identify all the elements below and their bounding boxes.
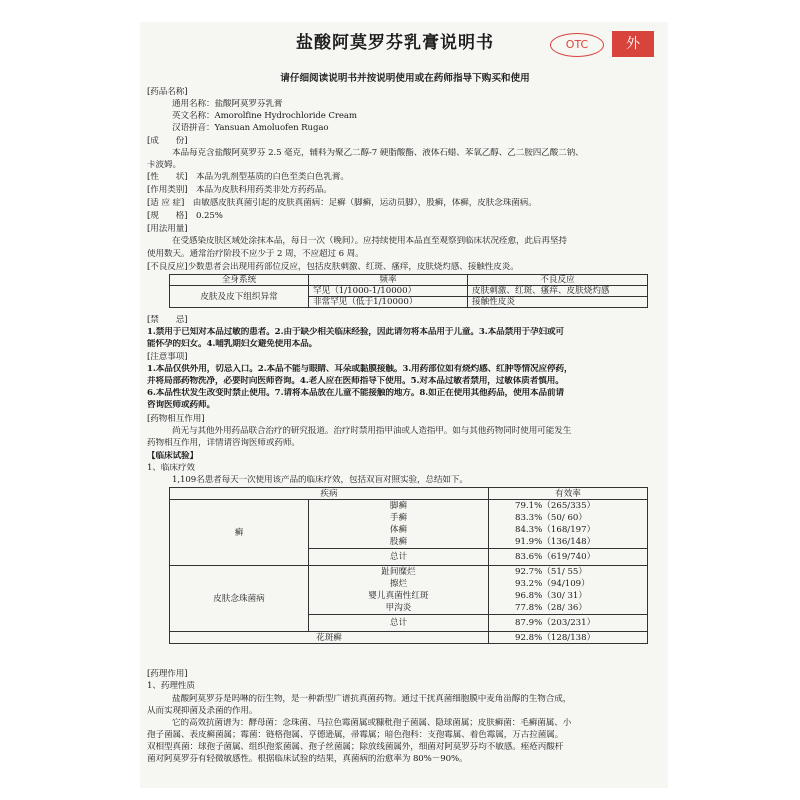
trials-intro: 1,109名患者每天一次使用该产品的临床疗效，包括双盲对照实验，总结如下。 (172, 475, 468, 485)
table-cell (309, 500, 489, 549)
disease-name: 趾间糜烂 (381, 567, 416, 577)
table-cell: 92.8%（128/138） (489, 632, 648, 644)
table-row (170, 632, 648, 644)
table-cell: 87.9%（203/231） (489, 615, 648, 632)
efficacy-rate: 92.7%（51/ 55） (515, 567, 587, 577)
usage-line: 在受感染皮肤区域处涂抹本品，每日一次（晚间）。应持续使用本品直至观察到临床状况痊愈，此后再坚持 (172, 236, 567, 246)
interactions-line: 药物相互作用，详情请咨询医师或药师。 (147, 438, 300, 448)
table-header: 全身系统 (170, 275, 309, 286)
usage-line: 使用数天。通常治疗阶段不应少于 2 周，不应超过 6 周。 (147, 249, 364, 259)
table-header: 频率 (309, 275, 468, 286)
table-row (170, 488, 648, 500)
generic-name: 通用名称：盐酸阿莫罗芬乳膏 (172, 99, 283, 109)
pharmacology-heading: [药理作用] (147, 669, 188, 679)
contra-line: 能怀孕的妇女。4.哺乳期妇女避免使用本品。 (147, 339, 318, 349)
cautions-line: 6.本品性状发生改变时禁止使用。7.请将本品放在儿童不能接触的地方。8.如正在使用其他药品，使用本品前请 (147, 388, 565, 398)
page-subtitle: 请仔细阅读说明书并按说明使用或在药师指导下购买和使用 (280, 73, 530, 84)
table-row (170, 286, 648, 297)
indications: [适 应 症] 由敏感皮肤真菌引起的皮肤真菌病：足癣（脚癣，运动员脚），股癣，体癣，皮肤念珠菌病。 (147, 198, 537, 208)
pharmacology-line: 双相型真菌：球孢子菌属、组织孢浆菌属、孢子丝菌属；除放线菌属外，细菌对阿莫罗芬均不敏感。痤疮丙酸杆 (147, 742, 564, 752)
table-cell: 癣 (170, 500, 309, 566)
trials-subheading: 1、临床疗效 (147, 463, 195, 473)
disease-name: 股癣 (389, 537, 408, 547)
trials-heading: 【临床试验】 (147, 451, 198, 461)
disease-name: 手癣 (389, 513, 408, 523)
pharmacology-line: 它的高效抗菌谱为：酵母菌：念珠菌、马拉色霉菌属或糠秕孢子菌属、隐球菌属；皮肤癣菌：毛癣菌属、小 (172, 718, 572, 728)
specification: [规 格] 0.25% (147, 211, 223, 221)
english-name: 英文名称：Amorolfine Hydrochloride Cream (172, 111, 357, 121)
ingredients-line: 本品每克含盐酸阿莫罗芬 2.5 毫克，辅料为聚乙二醇-7 硬脂酸酯、液体石蜡、苯氧乙醇、乙二胺四乙酸二钠、 (172, 148, 584, 158)
ingredients-line: 卡波姆。 (147, 160, 181, 170)
cautions-line: 1.本品仅供外用，切忌入口。2.本品不能与眼睛、耳朵或黏膜接触。3.用药部位如有烧灼感、红肿等情况应停药， (147, 364, 573, 374)
efficacy-rate: 96.8%（30/ 31） (515, 591, 587, 601)
cautions-line: 并将局部药物洗净，必要时向医师咨询。4.老人应在医师指导下使用。5.对本品过敏者禁用，过敏体质者慎用。 (147, 376, 564, 386)
table-cell: 皮肤及皮下组织异常 (170, 286, 309, 308)
otc-badge: OTC (550, 33, 604, 57)
efficacy-rate: 77.8%（28/ 36） (515, 603, 587, 613)
efficacy-rate: 79.1%（265/335） (515, 501, 596, 511)
table-cell: 皮肤刺激、红斑、瘙痒、皮肤烧灼感 (468, 286, 648, 297)
table-header: 不良反应 (468, 275, 648, 286)
table-cell: 总计 (309, 549, 489, 566)
ingredients-heading: [成 份] (147, 136, 188, 146)
table-row (170, 500, 648, 549)
table-cell: 花斑癣 (170, 632, 489, 644)
disease-name: 婴儿真菌性红斑 (368, 591, 429, 601)
table-row (170, 566, 648, 615)
table-row (170, 275, 648, 286)
disease-name: 脚癣 (389, 501, 408, 511)
pharmacology-line: 孢子菌属、表皮癣菌属；霉菌：链格孢属、亨德逊属，帚霉属；暗色孢科：支孢霉属、着色霉属，万古拉菌属。 (147, 730, 564, 740)
page-title: 盐酸阿莫罗芬乳膏说明书 (296, 33, 494, 53)
table-cell: 皮肤念珠菌病 (170, 566, 309, 632)
table-cell (489, 566, 648, 615)
contra-line: 1.禁用于已知对本品过敏的患者。2.由于缺少相关临床经验，因此请勿将本品用于儿童。3.本品禁用于孕妇或可 (147, 327, 565, 337)
table-header: 疾病 (170, 488, 489, 500)
table-cell: 非常罕见（低于1/10000） (309, 297, 468, 308)
cautions-line: 咨询医师或药师。 (147, 400, 215, 410)
pharmacology-line: 从而实现抑菌及杀菌的作用。 (147, 706, 258, 716)
disease-name: 甲沟炎 (385, 603, 412, 613)
pinyin-name: 汉语拼音：Yansuan Amoluofen Rugao (172, 123, 329, 133)
adverse-table (169, 274, 648, 308)
external-use-badge: 外 (612, 31, 654, 57)
table-header: 有效率 (489, 488, 648, 500)
efficacy-rate: 84.3%（168/197） (515, 525, 596, 535)
adverse-heading: [不良反应]少数患者会出现用药部位反应，包括皮肤刺激、红斑、瘙痒，皮肤烧灼感、接触性皮炎。 (147, 262, 519, 272)
efficacy-rate: 83.3%（50/ 60） (515, 513, 587, 523)
usage-heading: [用法用量] (147, 224, 188, 234)
table-cell (309, 566, 489, 615)
table-cell (489, 500, 648, 549)
pharmacology-line: 盐酸阿莫罗芬是吗啉的衍生物，是一种新型广谱抗真菌药物。通过干扰真菌细胞膜中麦角甾醇的生物合成， (172, 694, 572, 704)
pharmacology-line: 菌对阿莫罗芬有轻微敏感性。根据临床试验的结果，真菌病的治愈率为 80%－90%。 (147, 754, 468, 764)
table-cell: 83.6%（619/740） (489, 549, 648, 566)
table-cell: 接触性皮炎 (468, 297, 648, 308)
drug-name-heading: [药品名称] (147, 87, 188, 97)
category: [作用类别] 本品为皮肤科用药类非处方药药品。 (147, 185, 332, 195)
table-cell: 总计 (309, 615, 489, 632)
interactions-heading: [药物相互作用] (147, 414, 205, 424)
properties: [性 状] 本品为乳剂型基质的白色至类白色乳膏。 (147, 172, 349, 182)
table-cell: 罕见（1/1000-1/10000） (309, 286, 468, 297)
pharmacology-subheading: 1、药理性质 (147, 681, 195, 691)
interactions-line: 尚无与其他外用药品联合治疗的研究报道。治疗时禁用指甲油或人造指甲。如与其他药物同时使用可能发生 (172, 426, 572, 436)
disease-name: 体癣 (389, 525, 408, 535)
disease-name: 擦烂 (389, 579, 408, 589)
efficacy-rate: 93.2%（94/109） (515, 579, 590, 589)
efficacy-table (169, 487, 648, 644)
cautions-heading: [注意事项] (147, 352, 188, 362)
contra-heading: [禁 忌] (147, 315, 188, 325)
efficacy-rate: 91.9%（136/148） (515, 537, 596, 547)
